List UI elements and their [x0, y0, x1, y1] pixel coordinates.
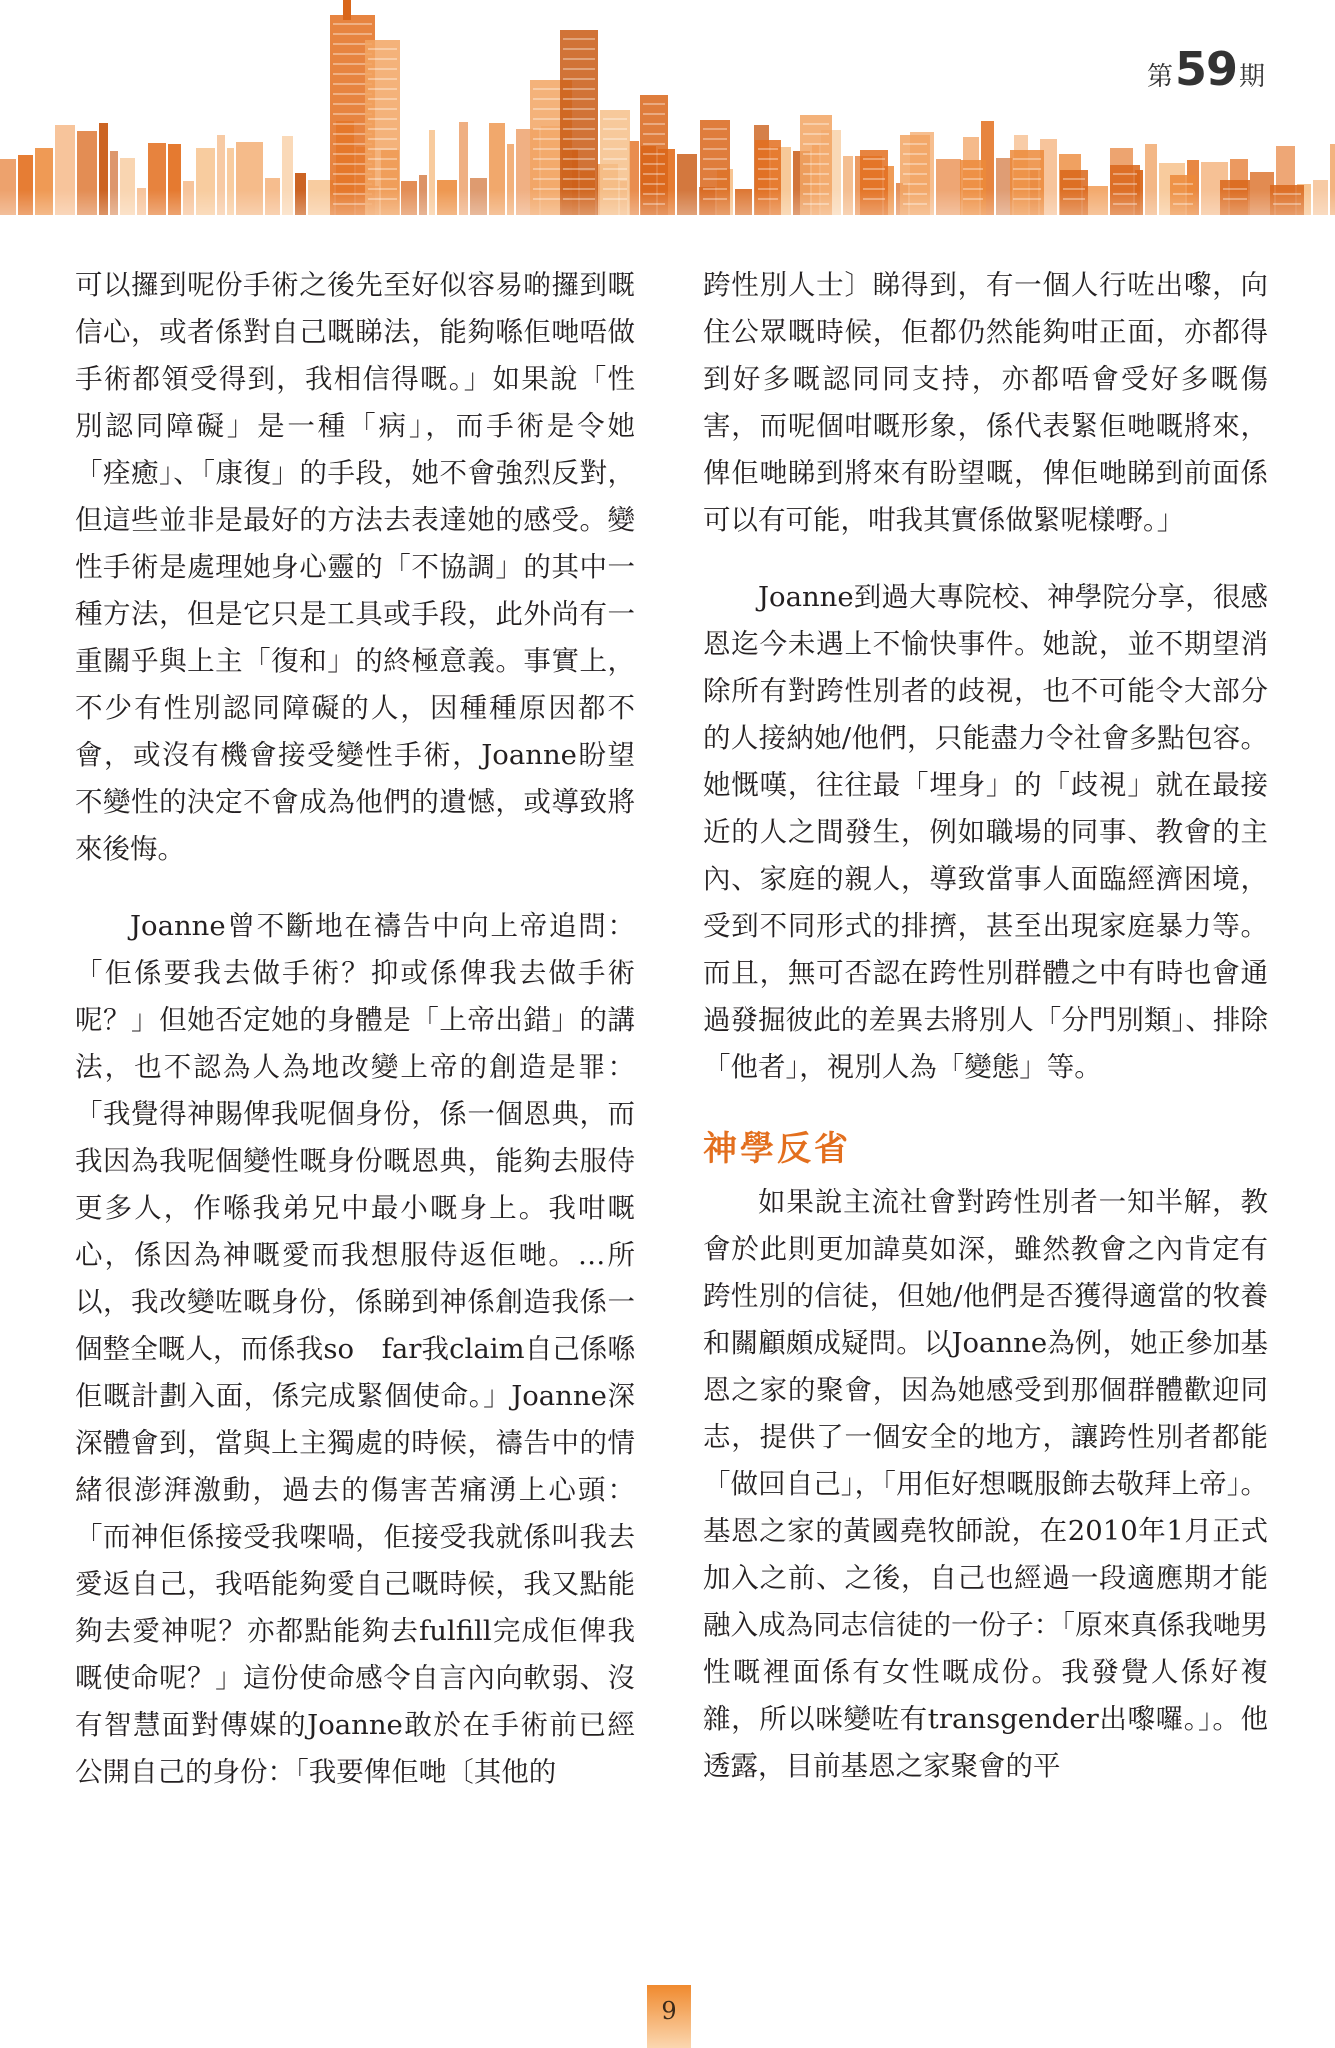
skyline-banner: [0, 0, 1335, 270]
issue-prefix: 第: [1146, 62, 1173, 92]
page-number: 9: [647, 1985, 691, 2048]
paragraph: Joanne曾不斷地在禱告中向上帝追問：「佢係要我去做手術？抑或係俾我去做手術呢？」但她否定她的身體是「上帝出錯」的講法，也不認為人為地改變上帝的創造是罪：「我覺得神賜俾我呢個身份，係一個恩典，而我因為我呢個變性嘅身份嘅恩典，能夠去服侍更多人，作喺我弟兄中最小嘅身上。我咁嘅心，係因為神嘅愛而我想服侍返佢哋。…所以，我改變咗嘅身份，係睇到神係創造我係一個整全嘅人，而係我so far我claim自己係喺佢嘅計劃入面，係完成緊個使命。」Joanne深深體會到，當與上主獨處的時候，禱告中的情緒很澎湃激動，過去的傷害苦痛湧上心頭：「而神佢係接受我㗎喎，佢接受我就係叫我去愛返自己，我唔能夠愛自己嘅時候，我又點能夠去愛神呢？亦都點能夠去fulfill完成佢俾我嘅使命呢？」這份使命感令自言內向軟弱、沒有智慧面對傳媒的Joanne敢於在手術前已經公開自己的身份：「我要俾佢哋〔其他的: [75, 910, 635, 1788]
issue-number: 59: [1174, 42, 1237, 96]
issue-suffix: 期: [1238, 62, 1265, 92]
right-column: [703, 262, 1268, 1790]
paragraph: 跨性別人士〕睇得到，有一個人行咗出嚟，向住公眾嘅時候，佢都仍然能夠咁正面，亦都得到好多嘅認同同支持，亦都唔會受好多嘅傷害，而呢個咁嘅形象，係代表緊佢哋嘅將來，俾佢哋睇到將來有盼望嘅，俾佢哋睇到前面係可以有可能，咁我其實係做緊呢樣嘢。」: [703, 269, 1268, 536]
skyline-buildings: [0, 0, 1335, 215]
paragraph: 如果說主流社會對跨性別者一知半解，教會於此則更加諱莫如深，雖然教會之內肯定有跨性別的信徒，但她/他們是否獲得適當的牧養和關顧頗成疑問。以Joanne為例，她正參加基恩之家的聚會，因為她感受到那個群體歡迎同志，提供了一個安全的地方，讓跨性別者都能「做回自己」，「用佢好想嘅服飾去敬拜上帝」。基恩之家的黃國堯牧師說，在2010年1月正式加入之前、之後，自己也經過一段適應期才能融入成為同志信徒的一份子：「原來真係我哋男性嘅裡面係有女性嘅成份。我發覺人係好複雜，所以咪變咗有transgender出嚟囉。」。他透露，目前基恩之家聚會的平: [703, 1186, 1268, 1782]
left-column: [75, 262, 635, 1796]
paragraph: Joanne到過大專院校、神學院分享，很感恩迄今未遇上不愉快事件。她說，並不期望消除所有對跨性別者的歧視，也不可能令大部分的人接納她/他們，只能盡力令社會多點包容。她慨嘆，往往最「埋身」的「歧視」就在最接近的人之間發生，例如職場的同事、教會的主內、家庭的親人，導致當事人面臨經濟困境，受到不同形式的排擠，甚至出現家庭暴力等。而且，無可否認在跨性別群體之中有時也會通過發掘彼此的差異去將別人「分門別類」、排除「他者」，視別人為「變態」等。: [703, 581, 1268, 1083]
issue-label: [1147, 42, 1265, 96]
section-heading: 神學反省: [703, 1129, 851, 1169]
paragraph: 可以攞到呢份手術之後先至好似容易啲攞到嘅信心，或者係對自己嘅睇法，能夠喺佢哋唔做手術都領受得到，我相信得嘅。」如果說「性別認同障礙」是一種「病」，而手術是令她「痊癒」、「康復」的手段，她不會強烈反對，但這些並非是最好的方法去表達她的感受。變性手術是處理她身心靈的「不協調」的其中一種方法，但是它只是工具或手段，此外尚有一重關乎與上主「復和」的終極意義。事實上，不少有性別認同障礙的人，因種種原因都不會，或沒有機會接受變性手術，Joanne盼望不變性的決定不會成為他們的遺憾，或導致將來後悔。: [75, 269, 635, 865]
